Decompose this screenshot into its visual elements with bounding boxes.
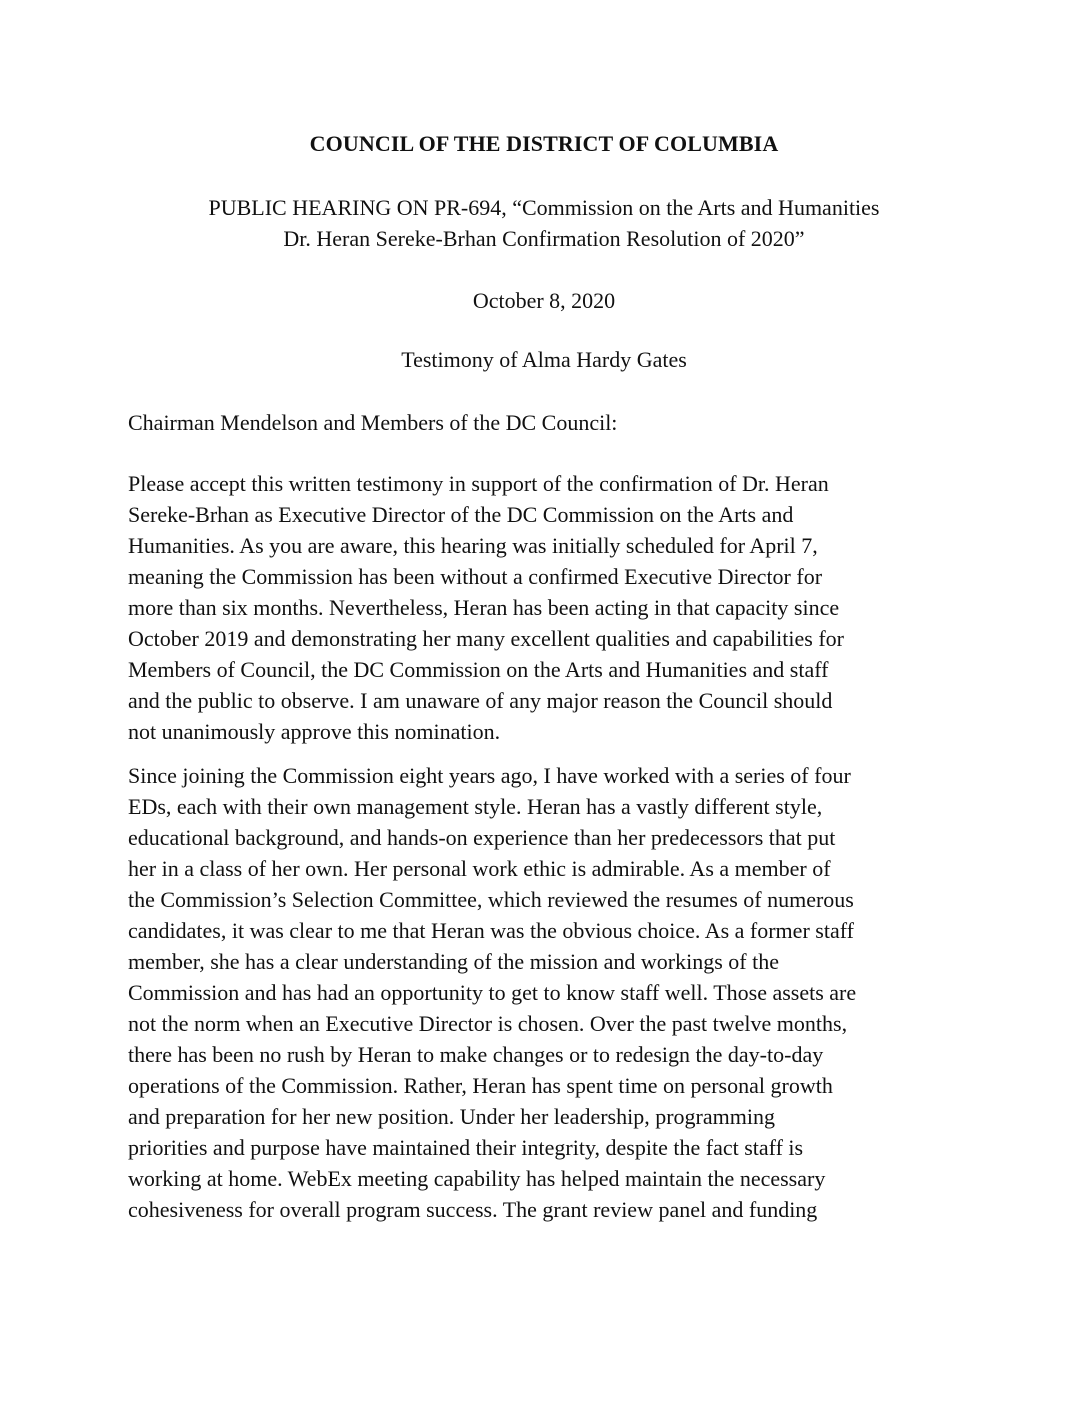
paragraph-line: Members of Council, the DC Commission on the Arts and Humanities and staff	[128, 657, 829, 682]
paragraph-line: Since joining the Commission eight years ago, I have worked with a series of four	[128, 763, 851, 788]
paragraph-line: and the public to observe. I am unaware of any major reason the Council should	[128, 688, 833, 713]
paragraph-line: EDs, each with their own management style. Heran has a vastly different style,	[128, 794, 823, 819]
paragraph-line: Sereke-Brhan as Executive Director of the DC Commission on the Arts and	[128, 502, 794, 527]
paragraph-line: the Commission’s Selection Committee, which reviewed the resumes of numerous	[128, 887, 854, 912]
paragraph-line: October 2019 and demonstrating her many excellent qualities and capabilities for	[128, 626, 844, 651]
paragraph-line: Commission and has had an opportunity to get to know staff well. Those assets are	[128, 980, 857, 1005]
paragraph-line: meaning the Commission has been without a confirmed Executive Director for	[128, 564, 823, 589]
paragraph-line: operations of the Commission. Rather, Heran has spent time on personal growth	[128, 1073, 833, 1098]
paragraph-line: candidates, it was clear to me that Heran was the obvious choice. As a former staff	[128, 918, 854, 943]
hearing-subtitle	[0, 192, 1088, 254]
paragraph-2	[128, 760, 856, 1225]
document-title: COUNCIL OF THE DISTRICT OF COLUMBIA	[309, 131, 779, 156]
paragraph-line: there has been no rush by Heran to make changes or to redesign the day-to-day	[128, 1042, 824, 1067]
paragraph-line: not the norm when an Executive Director is chosen. Over the past twelve months,	[128, 1011, 848, 1036]
paragraph-line: educational background, and hands-on experience than her predecessors that put	[128, 825, 836, 850]
paragraph-line: cohesiveness for overall program success. The grant review panel and funding	[128, 1197, 818, 1222]
paragraph-line: and preparation for her new position. Under her leadership, programming	[128, 1104, 775, 1129]
paragraph-line: priorities and purpose have maintained their integrity, despite the fact staff is	[128, 1135, 804, 1160]
paragraph-line: her in a class of her own. Her personal work ethic is admirable. As a member of	[128, 856, 831, 881]
paragraph-line: member, she has a clear understanding of the mission and workings of the	[128, 949, 780, 974]
hearing-date: October 8, 2020	[472, 288, 616, 313]
hearing-subtitle-line-1: PUBLIC HEARING ON PR-694, “Commission on the Arts and Humanities	[208, 195, 880, 220]
hearing-subtitle-line-2: Dr. Heran Sereke-Brhan Confirmation Resolution of 2020”	[283, 226, 805, 251]
paragraph-line: not unanimously approve this nomination.	[128, 719, 501, 744]
paragraph-line: working at home. WebEx meeting capability has helped maintain the necessary	[128, 1166, 826, 1191]
paragraph-line: more than six months. Nevertheless, Heran has been acting in that capacity since	[128, 595, 840, 620]
testimony-author: Testimony of Alma Hardy Gates	[401, 347, 687, 372]
paragraph-line: Please accept this written testimony in support of the confirmation of Dr. Heran	[128, 471, 829, 496]
salutation: Chairman Mendelson and Members of the DC Council:	[128, 410, 618, 435]
paragraph-line: Humanities. As you are aware, this hearing was initially scheduled for April 7,	[128, 533, 818, 558]
paragraph-1	[128, 468, 844, 747]
